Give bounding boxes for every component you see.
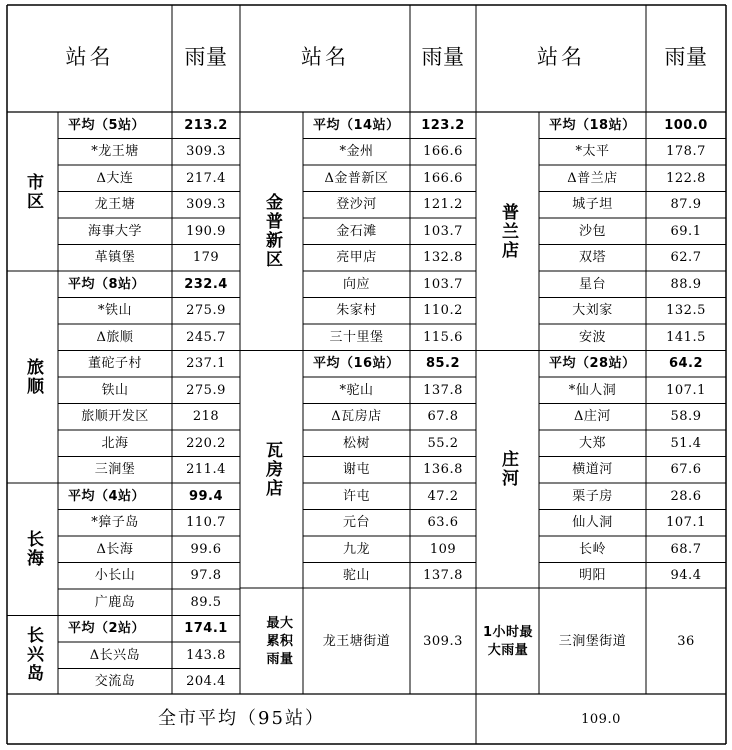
- rainfall-value: 94.4: [670, 568, 702, 584]
- rainfall-value: 132.8: [423, 250, 463, 266]
- rainfall-value: 68.7: [670, 541, 702, 557]
- rainfall-value: 58.9: [670, 409, 702, 425]
- rainfall-value: 87.9: [670, 197, 702, 213]
- station-name: 交流岛: [94, 674, 136, 690]
- rainfall-value: 63.6: [427, 515, 459, 531]
- average-value: 123.2: [421, 117, 465, 133]
- header-station-3: 站名: [537, 45, 585, 69]
- rainfall-value: 67.8: [427, 409, 459, 425]
- header-station-1: 站名: [65, 45, 114, 69]
- station-name: 安波: [578, 329, 606, 345]
- rainfall-value: 47.2: [427, 488, 459, 504]
- station-name: 北海: [101, 435, 129, 451]
- station-name: 三十里堡: [329, 329, 384, 345]
- station-name: 仙人洞: [572, 515, 613, 531]
- station-name: *仙人洞: [568, 382, 617, 398]
- station-name: 三涧堡: [94, 462, 136, 478]
- station-name: Δ大连: [96, 170, 134, 186]
- average-label: 平均（18站）: [549, 117, 636, 133]
- station-name: 董砣子村: [87, 356, 142, 372]
- rainfall-value: 62.7: [670, 250, 702, 266]
- station-name: 松树: [342, 435, 370, 451]
- station-name: 长岭: [578, 541, 606, 557]
- rainfall-value: 88.9: [670, 276, 702, 292]
- header-rain-2: 雨量: [421, 45, 465, 69]
- station-name: 许屯: [342, 488, 370, 504]
- station-name: 登沙河: [336, 197, 377, 213]
- average-label: 平均（14站）: [313, 117, 400, 133]
- rainfall-value: 190.9: [186, 223, 226, 239]
- station-name: 朱家村: [336, 303, 377, 319]
- rainfall-value: 132.5: [666, 303, 706, 319]
- city-average-value: 109.0: [581, 711, 621, 727]
- station-name: 海事大学: [87, 223, 142, 239]
- average-value: 232.4: [184, 276, 228, 292]
- station-name: *太平: [575, 144, 610, 160]
- average-value: 174.1: [184, 621, 228, 637]
- city-average-label: 全市平均（95站）: [158, 708, 325, 729]
- rainfall-value: 309.3: [186, 144, 226, 160]
- average-value: 64.2: [668, 356, 704, 372]
- station-name: 旅顺开发区: [81, 409, 149, 425]
- rainfall-value: 110.2: [423, 303, 463, 319]
- station-name: 革镇堡: [94, 250, 136, 266]
- rainfall-value: 107.1: [666, 382, 706, 398]
- rainfall-value: 179: [192, 250, 220, 266]
- rainfall-value: 220.2: [186, 435, 226, 451]
- station-name: 亮甲店: [336, 250, 377, 266]
- max-accum-label: 最大累积雨量: [266, 616, 294, 667]
- average-value: 85.2: [425, 356, 461, 372]
- max-hourly-label: 1小时最大雨量: [482, 625, 534, 658]
- station-name: Δ普兰店: [567, 170, 618, 186]
- average-label: 平均（4站）: [68, 488, 146, 504]
- station-name: 广鹿岛: [94, 594, 136, 610]
- rainfall-value: 211.4: [186, 462, 226, 478]
- station-name: Δ长海: [96, 541, 134, 557]
- district-changxing: 长兴岛: [23, 626, 43, 683]
- rainfall-value: 166.6: [423, 144, 463, 160]
- rainfall-value: 122.8: [666, 170, 706, 186]
- rainfall-value: 141.5: [666, 329, 706, 345]
- rainfall-value: 28.6: [670, 488, 702, 504]
- average-value: 99.4: [188, 488, 224, 504]
- station-name: 九龙: [342, 541, 370, 557]
- header-rain-1: 雨量: [184, 45, 228, 69]
- average-label: 平均（28站）: [549, 356, 636, 372]
- rainfall-value: 69.1: [670, 223, 702, 239]
- station-name: *獐子岛: [91, 515, 139, 531]
- rainfall-value: 109: [429, 541, 457, 557]
- rainfall-value: 103.7: [423, 223, 463, 239]
- average-value: 100.0: [664, 117, 708, 133]
- district-wafangdian: 瓦房店: [262, 440, 282, 498]
- station-name: 栗子房: [572, 488, 613, 504]
- station-name: 金石滩: [336, 223, 377, 239]
- rainfall-value: 89.5: [190, 594, 222, 610]
- rainfall-value: 275.9: [186, 303, 226, 319]
- station-name: 龙王塘: [94, 197, 136, 213]
- station-name: 城子坦: [572, 197, 613, 213]
- rainfall-value: 51.4: [670, 435, 702, 451]
- station-name: *龙王塘: [91, 144, 139, 160]
- rainfall-value: 218: [192, 409, 220, 425]
- station-name: 双塔: [578, 250, 606, 266]
- rainfall-value: 275.9: [186, 382, 226, 398]
- rainfall-value: 137.8: [423, 568, 463, 584]
- station-name: 铁山: [101, 382, 129, 398]
- average-label: 平均（5站）: [68, 117, 146, 133]
- rainfall-value: 217.4: [186, 170, 226, 186]
- station-name: *驼山: [339, 382, 374, 398]
- rainfall-value: 137.8: [423, 382, 463, 398]
- station-name: 大刘家: [572, 303, 613, 319]
- average-label: 平均（8站）: [68, 276, 146, 292]
- header-rain-3: 雨量: [664, 45, 708, 69]
- station-name: Δ庄河: [574, 409, 611, 425]
- station-name: Δ旅顺: [96, 329, 134, 345]
- station-name: 元台: [342, 515, 370, 531]
- max-hourly-value: 36: [677, 633, 695, 649]
- station-name: 谢屯: [342, 462, 370, 478]
- rainfall-value: 97.8: [190, 568, 222, 584]
- district-shiqu: 市区: [23, 172, 43, 211]
- rainfall-value: 143.8: [186, 647, 226, 663]
- max-accum-value: 309.3: [423, 633, 463, 649]
- header-station-2: 站名: [301, 45, 349, 69]
- district-jinpu: 金普新区: [262, 193, 282, 269]
- rainfall-value: 166.6: [423, 170, 463, 186]
- rainfall-value: 103.7: [423, 276, 463, 292]
- rainfall-value: 309.3: [186, 197, 226, 213]
- rainfall-value: 204.4: [186, 674, 226, 690]
- station-name: *铁山: [97, 303, 132, 319]
- rainfall-value: 121.2: [423, 197, 463, 213]
- max-accum-station: 龙王塘街道: [322, 633, 391, 649]
- rainfall-value: 115.6: [423, 329, 463, 345]
- rainfall-value: 67.6: [670, 462, 702, 478]
- station-name: Δ金普新区: [324, 170, 389, 186]
- station-name: 向应: [342, 276, 370, 292]
- district-changhai: 长海: [23, 530, 43, 568]
- station-name: Δ瓦房店: [331, 409, 382, 425]
- station-name: 小长山: [94, 568, 136, 584]
- rainfall-value: 237.1: [186, 356, 226, 372]
- rainfall-value: 136.8: [423, 462, 463, 478]
- station-name: 明阳: [578, 568, 606, 584]
- average-value: 213.2: [184, 117, 228, 133]
- max-hourly-station: 三涧堡街道: [558, 633, 627, 649]
- average-label: 平均（16站）: [313, 356, 400, 372]
- station-name: *金州: [339, 144, 374, 160]
- district-pulandian: 普兰店: [498, 202, 518, 260]
- station-name: 驼山: [342, 568, 370, 584]
- station-name: 沙包: [578, 223, 606, 239]
- rainfall-value: 55.2: [427, 435, 459, 451]
- station-name: 星台: [578, 276, 606, 292]
- rainfall-value: 99.6: [190, 541, 222, 557]
- station-name: Δ长兴岛: [89, 647, 141, 663]
- district-lvshun: 旅顺: [23, 358, 43, 396]
- average-label: 平均（2站）: [68, 621, 146, 637]
- station-name: 横道河: [572, 462, 613, 478]
- station-name: 大郑: [578, 435, 606, 451]
- rainfall-value: 178.7: [666, 144, 706, 160]
- rainfall-value: 107.1: [666, 515, 706, 531]
- rainfall-value: 245.7: [186, 329, 226, 345]
- rainfall-value: 110.7: [186, 515, 226, 531]
- district-zhuanghe: 庄河: [498, 450, 518, 488]
